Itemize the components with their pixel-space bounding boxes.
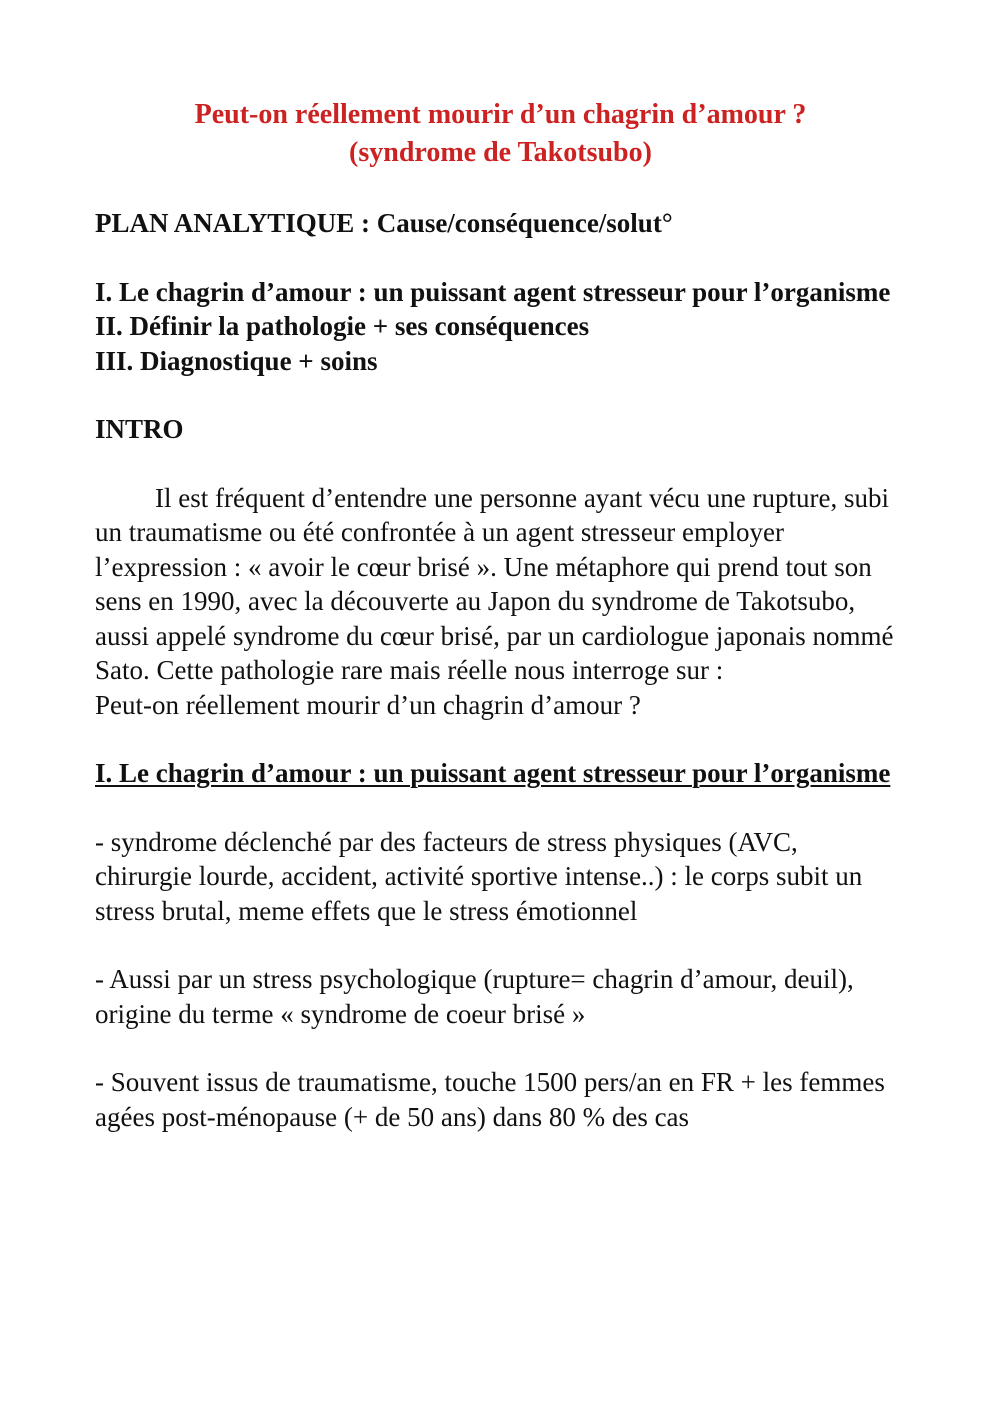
bullet-item: - syndrome déclenché par des facteurs de stress physiques (AVC, chirurgie lourde, accident, activité sportive intense..) : le corps subit un stress brutal, meme effets que le stress émotionnel: [95, 826, 863, 926]
plan-item: II. Définir la pathologie + ses conséquences: [95, 311, 590, 341]
intro-paragraph: [95, 481, 898, 723]
plan-item: I. Le chagrin d’amour : un puissant agent stresseur pour l’organisme: [95, 276, 891, 307]
bullet-item: - Aussi par un stress psychologique (rupture= chagrin d’amour, deuil), origine du terme « syndrome de coeur brisé »: [95, 964, 854, 1029]
plan-heading: PLAN ANALYTIQUE : Cause/conséquence/solut°: [95, 208, 673, 238]
document-title: [95, 96, 898, 172]
intro-question: Peut-on réellement mourir d’un chagrin d’amour ?: [95, 689, 641, 720]
bullet-item: - Souvent issus de traumatisme, touche 1500 pers/an en FR + les femmes agées post-ménopause (+ de 50 ans) dans 80 % des cas: [95, 1067, 885, 1132]
title-line-1: Peut-on réellement mourir d’un chagrin d’amour ?: [194, 99, 807, 130]
section-1-heading: I. Le chagrin d’amour : un puissant agent stresseur pour l’organisme: [95, 758, 891, 788]
intro-heading: INTRO: [95, 414, 184, 444]
plan-list: [95, 275, 898, 379]
title-line-2: (syndrome de Takotsubo): [349, 137, 652, 168]
plan-item: III. Diagnostique + soins: [95, 345, 378, 376]
intro-body: Il est fréquent d’entendre une personne ayant vécu une rupture, subi un traumatisme ou été confrontée à un agent stresseur employer l’expression : « avoir le cœur brisé ». Une métaphore qui prend tout son sens en 1990, avec la découverte au Japon du syndrome de Takotsubo, aussi appelé syndrome du cœur brisé, par un cardiologue japonais nommé Sato. Cette pathologie rare mais réelle nous interroge sur :: [95, 482, 894, 685]
